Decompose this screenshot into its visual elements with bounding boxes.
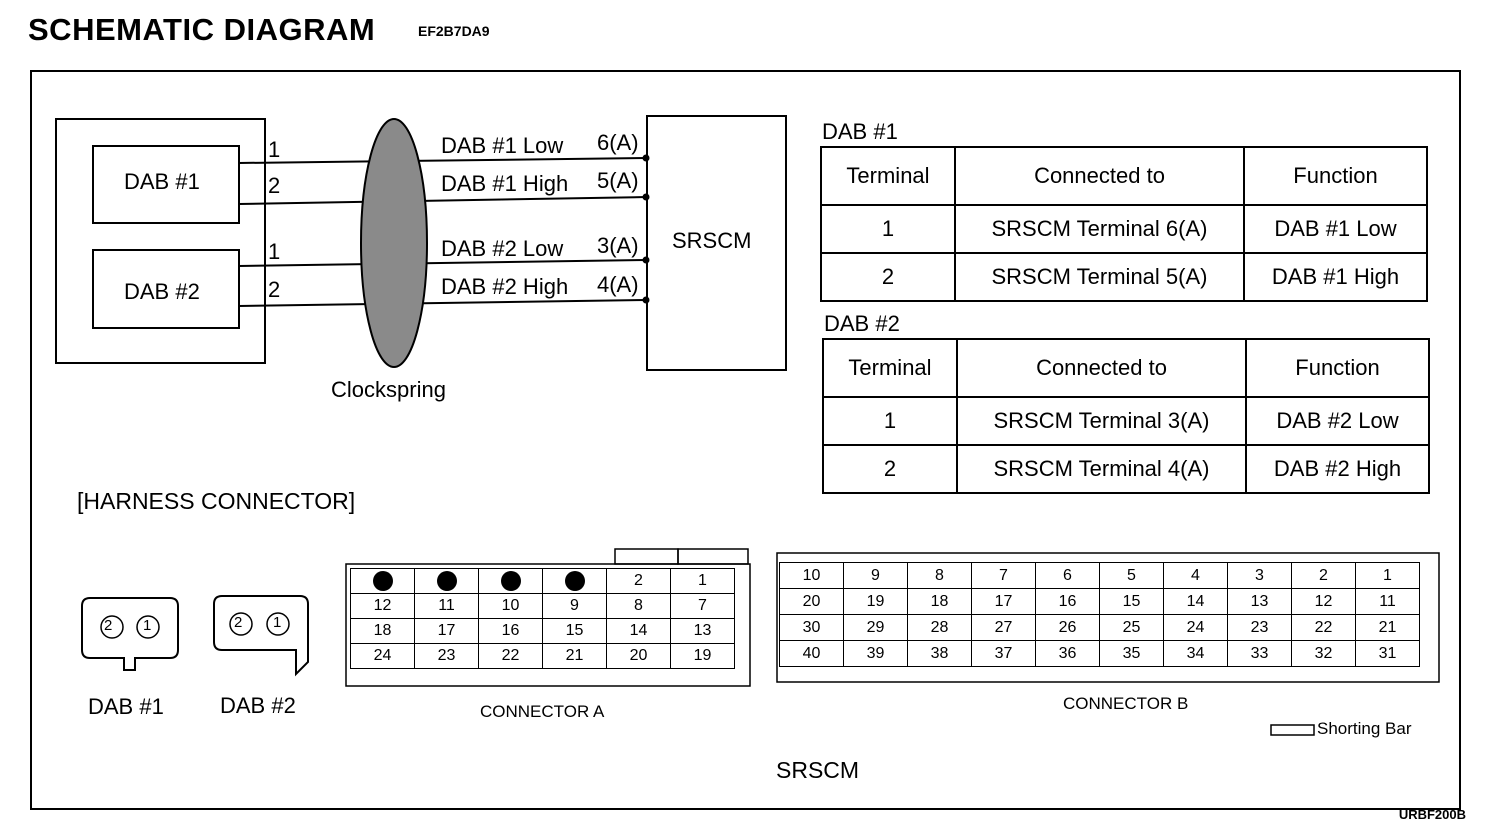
table-header: Terminal [823,339,957,397]
table-header: Connected to [955,147,1244,205]
connector-cell [415,569,479,594]
connector-cell: 13 [671,619,735,644]
clockspring-shape [361,119,427,367]
wire-terminal: 6(A) [597,130,639,155]
table-header: Connected to [957,339,1246,397]
connector-a-grid [350,568,735,669]
pin-number: 2 [234,614,243,631]
document-code: EF2B7DA9 [418,23,490,39]
connector-cell: 39 [844,641,908,667]
srscm-connector-label: SRSCM [776,757,860,783]
connector-cell: 37 [972,641,1036,667]
pin-label: 2 [268,277,281,302]
filled-pin-icon [437,571,457,591]
connector-cell: 9 [844,563,908,589]
dab1-connector-shape [82,598,178,670]
wire-terminal: 3(A) [597,233,639,258]
connector-a-label: CONNECTOR A [480,702,605,721]
filled-pin-icon [501,571,521,591]
wire-label: DAB #2 Low [441,236,564,261]
harness-title: [HARNESS CONNECTOR] [77,488,356,514]
steering-wheel-box [56,119,265,363]
connector-cell: 3 [1228,563,1292,589]
connector-cell: 40 [780,641,844,667]
dab2-connector-shape [214,596,308,674]
connector-cell: 19 [671,644,735,669]
connector-cell: 26 [1036,615,1100,641]
wire-terminal: 4(A) [597,272,639,297]
connector-b-grid [779,562,1420,667]
connector-cell: 12 [351,594,415,619]
connector-cell: 21 [543,644,607,669]
connector-cell: 27 [972,615,1036,641]
connector-b-label: CONNECTOR B [1063,694,1189,713]
table-cell: SRSCM Terminal 6(A) [955,205,1244,253]
connector-cell: 1 [671,569,735,594]
table-row [823,445,1429,493]
connector-cell: 24 [351,644,415,669]
connector-cell: 2 [1292,563,1356,589]
connector-cell: 16 [479,619,543,644]
connector-cell: 2 [607,569,671,594]
connector-cell: 31 [1356,641,1420,667]
connector-cell: 23 [415,644,479,669]
dab1-terminal-table [820,146,1428,302]
terminal-dot [643,257,650,264]
terminal-dot [643,155,650,162]
connector-cell: 7 [671,594,735,619]
srscm-label: SRSCM [672,228,752,253]
connector-cell: 36 [1036,641,1100,667]
connector-cell [351,569,415,594]
table-header: Function [1244,147,1427,205]
clockspring-label: Clockspring [331,377,446,402]
connector-cell: 18 [351,619,415,644]
connector-cell: 29 [844,615,908,641]
connector-cell: 11 [415,594,479,619]
dab2-terminal-table [822,338,1430,494]
table-cell: DAB #1 High [1244,253,1427,301]
connector-cell: 13 [1228,589,1292,615]
dab2-label: DAB #2 [124,279,200,304]
filled-pin-icon [373,571,393,591]
table-cell: SRSCM Terminal 4(A) [957,445,1246,493]
connector-cell: 16 [1036,589,1100,615]
pin-label: 1 [268,239,281,264]
connector-cell: 8 [607,594,671,619]
connector-cell: 9 [543,594,607,619]
connector-cell: 22 [1292,615,1356,641]
pin-number: 2 [104,617,113,634]
connector-cell: 8 [908,563,972,589]
connector-cell: 7 [972,563,1036,589]
connector-cell: 14 [607,619,671,644]
wire-dab1-high [239,197,647,204]
connector-cell: 34 [1164,641,1228,667]
wire-label: DAB #1 Low [441,133,564,158]
connector-a-tab [678,549,748,564]
pin-number: 1 [143,617,152,634]
connector-cell: 4 [1164,563,1228,589]
connector-cell: 10 [780,563,844,589]
table-row [823,397,1429,445]
dab2-connector-label: DAB #2 [220,693,296,718]
table-cell: SRSCM Terminal 3(A) [957,397,1246,445]
connector-cell: 14 [1164,589,1228,615]
table-header: Terminal [821,147,955,205]
table-cell: DAB #2 Low [1246,397,1429,445]
connector-cell: 5 [1100,563,1164,589]
connector-cell: 28 [908,615,972,641]
connector-cell: 17 [415,619,479,644]
wire-dab2-high [239,300,647,306]
connector-a-tab [615,549,678,564]
table-cell: 2 [823,445,957,493]
connector-cell: 15 [543,619,607,644]
connector-cell: 11 [1356,589,1420,615]
table-header: Function [1246,339,1429,397]
connector-cell: 35 [1100,641,1164,667]
wire-label: DAB #1 High [441,171,569,196]
connector-cell: 33 [1228,641,1292,667]
table-cell: SRSCM Terminal 5(A) [955,253,1244,301]
connector-cell: 19 [844,589,908,615]
connector-cell: 6 [1036,563,1100,589]
connector-cell: 20 [780,589,844,615]
connector-cell: 10 [479,594,543,619]
terminal-dot [643,194,650,201]
pin-number: 1 [273,614,282,631]
filled-pin-icon [565,571,585,591]
figure-code: URBF200B [1398,807,1466,822]
terminal-dot [643,297,650,304]
connector-cell: 18 [908,589,972,615]
connector-cell: 25 [1100,615,1164,641]
connector-cell: 24 [1164,615,1228,641]
dab1-connector-label: DAB #1 [88,694,164,719]
table-cell: 2 [821,253,955,301]
connector-cell: 15 [1100,589,1164,615]
wire-label: DAB #2 High [441,274,569,299]
connector-cell: 32 [1292,641,1356,667]
connector-cell: 21 [1356,615,1420,641]
connector-cell: 20 [607,644,671,669]
connector-cell [543,569,607,594]
table-cell: DAB #1 Low [1244,205,1427,253]
connector-cell: 22 [479,644,543,669]
table-cell: 1 [821,205,955,253]
table-row [821,205,1427,253]
connector-cell: 23 [1228,615,1292,641]
pin-label: 1 [268,137,281,162]
table-row [821,253,1427,301]
connector-cell: 38 [908,641,972,667]
connector-cell [479,569,543,594]
table2-caption: DAB #2 [824,311,900,336]
wire-terminal: 5(A) [597,168,639,193]
connector-cell: 1 [1356,563,1420,589]
table-cell: DAB #2 High [1246,445,1429,493]
page-title: SCHEMATIC DIAGRAM [28,12,376,47]
shorting-bar-symbol [1271,725,1314,735]
table1-caption: DAB #1 [822,119,898,144]
connector-cell: 17 [972,589,1036,615]
pin-label: 2 [268,173,281,198]
table-cell: 1 [823,397,957,445]
connector-cell: 12 [1292,589,1356,615]
dab1-label: DAB #1 [124,169,200,194]
connector-cell: 30 [780,615,844,641]
shorting-bar-label: Shorting Bar [1317,719,1412,738]
